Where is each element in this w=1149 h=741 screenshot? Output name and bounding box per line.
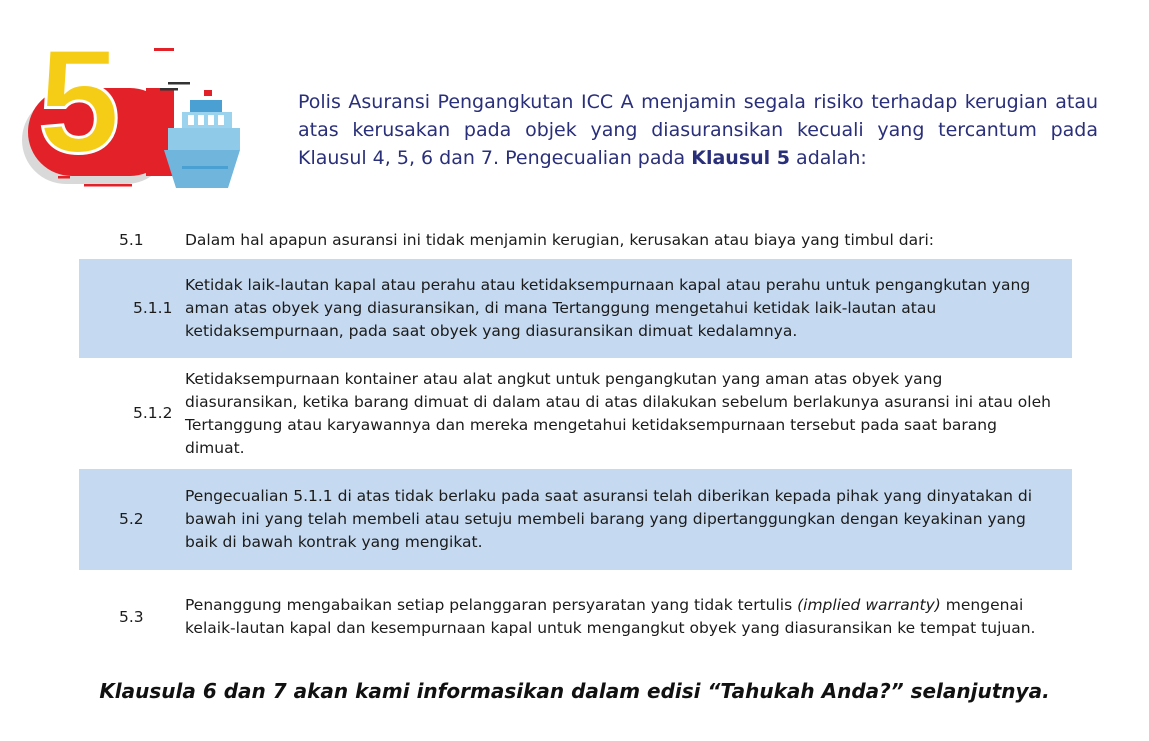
clause-text <box>185 594 1072 640</box>
clause-text-part: mengenai kelaik-lautan kapal dan kesempurnaan kapal untuk mengangkut obyek yang diasuransikan ke tempat tujuan. <box>185 596 1036 637</box>
intro-paragraph <box>298 88 1098 172</box>
clause-row <box>79 259 1072 358</box>
intro-text: Polis Asuransi Pengangkutan ICC A menjamin segala risiko terhadap kerugian atau atas kerusakan pada objek yang diasuransikan kecuali yang tercantum pada Klausul 4, 5, 6 dan 7. Pengecualian pada <box>298 91 1098 169</box>
implied-warranty-term: (implied warranty) <box>797 596 941 614</box>
intro-bold-clause: Klausul 5 <box>691 147 791 169</box>
clause-row <box>79 221 1072 259</box>
clause-text-part: Penanggung mengabaikan setiap pelanggaran persyaratan yang tidak tertulis <box>185 596 798 614</box>
clause-row <box>79 358 1072 469</box>
emblem-number: 5 <box>38 26 121 184</box>
cargo-ship-icon <box>164 90 240 188</box>
clause-number: 5.2 <box>119 510 144 528</box>
clause-text: Dalam hal apapun asuransi ini tidak menjamin kerugian, kerusakan atau biaya yang timbul dari: <box>185 230 934 249</box>
clause-row <box>79 570 1072 664</box>
clause-row <box>79 469 1072 570</box>
clause-text: Ketidak laik-lautan kapal atau perahu atau ketidaksempurnaan kapal atau perahu untuk pengangkutan yang aman atas obyek yang diasuransikan, di mana Tertanggung mengetahui ketidak laik-lautan atau ketidaksempurnaan, pada saat obyek yang diasuransikan dimuat kedalamnya. <box>185 276 1031 340</box>
clause-number: 5.3 <box>119 607 144 626</box>
clause-text: Ketidaksempurnaan kontainer atau alat angkut untuk pengangkutan yang aman atas obyek yang diasuransikan, ketika barang dimuat di dalam atau di atas dilakukan sebelum berlakunya asuransi ini atau oleh Tertanggung atau karyawannya dan mereka mengetahui ketidaksempurnaan tersebut pada saat barang dimuat. <box>185 369 1051 457</box>
clause-table <box>79 221 1072 664</box>
clause-text: Pengecualian 5.1.1 di atas tidak berlaku pada saat asuransi telah diberikan kepada pihak yang dinyatakan di bawah ini yang telah membeli atau setuju membeli barang yang dipertanggungkan dengan keyakinan yang baik di bawah kontrak yang mengikat. <box>185 487 1033 551</box>
footer-note: Klausula 6 dan 7 akan kami informasikan dalam edisi “Tahukah Anda?” selanjutnya. <box>99 679 1050 703</box>
clause-5-emblem <box>18 26 253 196</box>
clause-number: 5.1.2 <box>133 404 173 422</box>
intro-text-end: adalah: <box>790 147 867 169</box>
clause-number: 5.1 <box>119 230 144 249</box>
clause-number: 5.1.1 <box>133 299 173 317</box>
